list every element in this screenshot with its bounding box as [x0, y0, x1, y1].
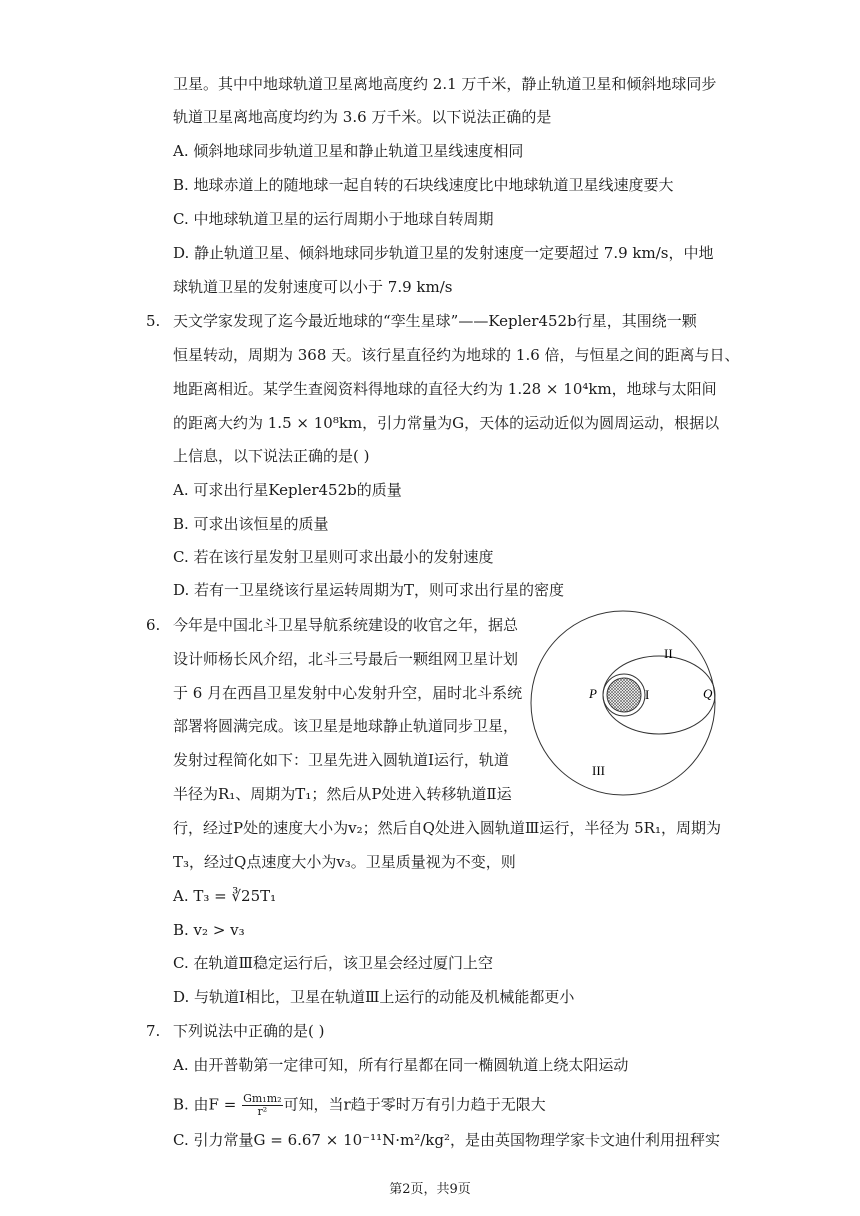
q6-stem-line-3: 于 6 月在西昌卫星发射中心发射升空，届时北斗系统 [173, 684, 523, 702]
q4-option-b: B. 地球赤道上的随地球一起自转的石块线速度比中地球轨道卫星线速度要大 [173, 176, 674, 194]
label-i: I [645, 687, 650, 702]
q7-stem: 下列说法中正确的是( ) [173, 1022, 325, 1040]
q4-option-d-line-1: D. 静止轨道卫星、倾斜地球同步轨道卫星的发射速度一定要超过 7.9 km/s，中地 [173, 244, 714, 262]
q6-stem-line-5: 发射过程简化如下：卫星先进入圆轨道Ⅰ运行，轨道 [173, 751, 509, 769]
earth-icon [607, 678, 641, 712]
q7-option-b-suffix: 可知，当r趋于零时万有引力趋于无限大 [283, 1095, 546, 1114]
q5-stem-line-2: 恒星转动，周期为 368 天。该行星直径约为地球的 1.6 倍，与恒星之间的距离与日、 [173, 346, 740, 364]
q5-option-a: A. 可求出行星Kepler452b的质量 [173, 481, 402, 499]
q6-stem-line-1: 今年是中国北斗卫星导航系统建设的收官之年，据总 [173, 616, 519, 634]
q7-option-c: C. 引力常量G = 6.67 × 10⁻¹¹N·m²/kg²，是由英国物理学家卡文迪什利用扭秤实 [173, 1131, 720, 1149]
q6-option-a: A. T₃ = ∛25T₁ [173, 887, 277, 905]
fraction-denominator: r² [257, 1105, 268, 1118]
q6-option-b: B. v₂ > v₃ [173, 921, 245, 939]
gravity-formula-fraction [242, 1093, 282, 1118]
q5-stem-line-3: 地距离相近。某学生查阅资料得地球的直径大约为 1.28 × 10⁴km，地球与太阳间 [173, 380, 717, 398]
q6-stem-line-4: 部署将圆满完成。该卫星是地球静止轨道同步卫星， [173, 717, 519, 735]
q6-stem-line-7: 行，经过P处的速度大小为v₂；然后自Q处进入圆轨道Ⅲ运行，半径为 5R₁，周期为 [173, 819, 721, 837]
q5-stem-line-5: 上信息，以下说法正确的是( ) [173, 447, 370, 465]
q5-option-c: C. 若在该行星发射卫星则可求出最小的发射速度 [173, 548, 494, 566]
q4-option-d-line-2: 球轨道卫星的发射速度可以小于 7.9 km/s [173, 278, 453, 296]
orbit-diagram [528, 608, 718, 798]
q6-option-c: C. 在轨道Ⅲ稳定运行后，该卫星会经过厦门上空 [173, 954, 493, 972]
label-iii: III [592, 763, 605, 778]
label-q: Q [703, 686, 713, 701]
q6-stem-line-2: 设计师杨长风介绍，北斗三号最后一颗组网卫星计划 [173, 650, 519, 668]
q5-number: 5. [146, 312, 161, 330]
q7-option-a: A. 由开普勒第一定律可知，所有行星都在同一椭圆轨道上绕太阳运动 [173, 1056, 629, 1074]
page-footer: 第2页，共9页 [389, 1182, 471, 1197]
q4-stem-line-2: 轨道卫星离地高度均约为 3.6 万千米。以下说法正确的是 [173, 108, 552, 126]
q5-stem-line-1: 天文学家发现了迄今最近地球的“孪生星球”——Kepler452b行星，其围绕一颗 [173, 312, 697, 330]
q7-number: 7. [146, 1022, 161, 1040]
q5-option-b: B. 可求出该恒星的质量 [173, 515, 329, 533]
q6-number: 6. [146, 616, 161, 634]
fraction-numerator: Gm₁m₂ [243, 1092, 282, 1105]
label-p: P [589, 686, 597, 701]
label-ii: II [664, 646, 673, 661]
q6-stem-line-8: T₃，经过Q点速度大小为v₃。卫星质量视为不变，则 [173, 853, 516, 871]
q5-option-d: D. 若有一卫星绕该行星运转周期为T，则可求出行星的密度 [173, 581, 565, 599]
q6-stem-line-6: 半径为R₁、周期为T₁；然后从P处进入转移轨道Ⅱ运 [173, 785, 512, 803]
q4-option-c: C. 中地球轨道卫星的运行周期小于地球自转周期 [173, 210, 494, 228]
q4-option-a: A. 倾斜地球同步轨道卫星和静止轨道卫星线速度相同 [173, 142, 524, 160]
q7-option-b-prefix: B. 由F = [173, 1095, 242, 1114]
q7-option-b [173, 1093, 546, 1118]
q5-stem-line-4: 的距离大约为 1.5 × 10⁸km，引力常量为G，天体的运动近似为圆周运动，根据以 [173, 414, 720, 432]
q6-option-d: D. 与轨道Ⅰ相比，卫星在轨道Ⅲ上运行的动能及机械能都更小 [173, 988, 575, 1006]
q4-stem-line-1: 卫星。其中中地球轨道卫星离地高度约 2.1 万千米，静止轨道卫星和倾斜地球同步 [173, 75, 717, 93]
